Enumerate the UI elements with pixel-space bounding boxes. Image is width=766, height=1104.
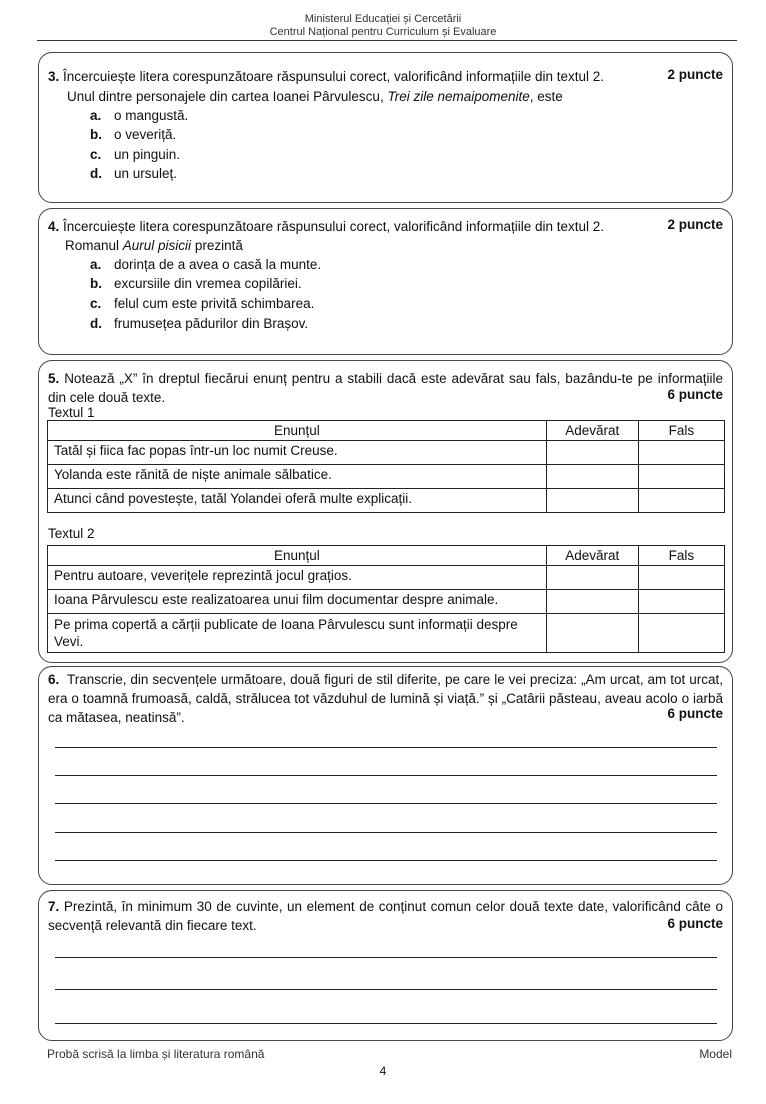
header-ministry: Ministerul Educației și Cercetării: [304, 13, 462, 25]
book-title: Trei zile nemaipomenite: [387, 89, 530, 104]
column-statement: Enunțul: [48, 546, 547, 566]
question-5-number: 5.: [48, 371, 60, 386]
question-4-text: [48, 217, 723, 236]
question-3-option-b[interactable]: [90, 125, 176, 144]
false-answer-cell[interactable]: [638, 489, 724, 513]
book-title: Aurul pisicii: [122, 238, 192, 253]
question-4-points: 2 puncte: [667, 217, 723, 232]
answer-line[interactable]: [55, 803, 717, 804]
header-divider: [37, 40, 737, 41]
option-letter: b.: [90, 276, 102, 291]
question-7-instruction: Prezintă, în minimum 30 de cuvinte, un element de conținut comun celor două texte date, valorificând câte o secvență relevantă din fiecare text.: [48, 899, 723, 933]
question-5-instruction: Notează „X” în dreptul fiecărui enunț pentru a stabili dacă este adevărat sau fals, bazându-te pe informațiile din cele două texte.: [48, 371, 723, 405]
answer-line[interactable]: [55, 860, 717, 861]
table-row: [48, 614, 725, 653]
option-letter: d.: [90, 166, 102, 181]
option-text: felul cum este privită schimbarea.: [114, 296, 315, 311]
answer-line[interactable]: [55, 775, 717, 776]
option-letter: d.: [90, 316, 102, 331]
question-4-number: 4.: [48, 219, 60, 234]
page-number: 4: [379, 1064, 387, 1078]
question-4-box: [38, 208, 733, 355]
question-6-box: [38, 666, 733, 885]
option-text: excursiile din vremea copilăriei.: [114, 276, 302, 291]
false-answer-cell[interactable]: [638, 441, 724, 465]
answer-line[interactable]: [55, 957, 717, 958]
stem-text: Romanul: [65, 238, 123, 253]
option-text: o veveriță.: [114, 127, 177, 142]
table-header-row: [48, 546, 725, 566]
option-letter: a.: [90, 257, 102, 272]
question-3-number: 3.: [48, 69, 60, 84]
question-4-instruction: Încercuiește litera corespunzătoare răspunsului corect, valorificând informațiile din textul 2.: [63, 219, 605, 234]
column-statement: Enunțul: [48, 421, 547, 441]
statement-cell: Tatăl și fiica fac popas într-un loc numit Creuse.: [48, 441, 547, 465]
table-row: [48, 590, 725, 614]
question-3-option-d[interactable]: [90, 164, 177, 183]
true-answer-cell[interactable]: [546, 566, 638, 590]
table-row: [48, 441, 725, 465]
question-7-text: [48, 897, 723, 935]
question-3-instruction: Încercuiește litera corespunzătoare răspunsului corect, valorificând informațiile din textul 2.: [63, 69, 605, 84]
question-5-points: 6 puncte: [667, 387, 723, 402]
statement-cell: Yolanda este rănită de niște animale sălbatice.: [48, 465, 547, 489]
question-4-option-c[interactable]: [90, 294, 314, 313]
table-header-row: [48, 421, 725, 441]
option-letter: c.: [90, 147, 102, 162]
question-4-option-b[interactable]: [90, 274, 302, 293]
question-3-option-a[interactable]: [90, 106, 188, 125]
column-true: Adevărat: [546, 421, 638, 441]
header-center: Centrul Național pentru Curriculum și Evaluare: [269, 26, 497, 38]
option-letter: b.: [90, 127, 102, 142]
true-answer-cell[interactable]: [546, 489, 638, 513]
question-3-option-c[interactable]: [90, 145, 180, 164]
question-3-box: [38, 52, 733, 203]
text1-table: [47, 420, 725, 513]
question-3-points: 2 puncte: [667, 67, 723, 82]
option-text: un ursuleț.: [114, 166, 178, 181]
question-4-option-d[interactable]: [90, 314, 308, 333]
question-5-box: [38, 360, 733, 663]
option-text: frumusețea pădurilor din Brașov.: [114, 316, 309, 331]
question-4-stem: [65, 236, 723, 255]
footer-model: Model: [699, 1047, 732, 1061]
false-answer-cell[interactable]: [638, 566, 724, 590]
text1-label: Textul 1: [48, 405, 95, 420]
question-7-box: [38, 890, 733, 1041]
option-letter: a.: [90, 108, 102, 123]
question-6-points: 6 puncte: [667, 706, 723, 721]
option-letter: c.: [90, 296, 102, 311]
footer-exam-name: Probă scrisă la limba și literatura română: [47, 1047, 265, 1061]
question-6-text: [48, 670, 723, 727]
text2-label: Textul 2: [48, 526, 95, 541]
column-true: Adevărat: [546, 546, 638, 566]
false-answer-cell[interactable]: [638, 590, 724, 614]
statement-cell: Pentru autoare, veverițele reprezintă jocul grațios.: [48, 566, 547, 590]
false-answer-cell[interactable]: [638, 465, 724, 489]
statement-cell: Atunci când povestește, tatăl Yolandei oferă multe explicații.: [48, 489, 547, 513]
table-row: [48, 566, 725, 590]
question-7-points: 6 puncte: [667, 916, 723, 931]
question-6-number: 6.: [48, 672, 60, 687]
stem-text: , este: [529, 89, 563, 104]
column-false: Fals: [638, 421, 724, 441]
statement-cell: Pe prima copertă a cărții publicate de Ioana Pârvulescu sunt informații despre Vevi.: [48, 614, 547, 653]
table-row: [48, 465, 725, 489]
true-answer-cell[interactable]: [546, 441, 638, 465]
answer-line[interactable]: [55, 1023, 717, 1024]
false-answer-cell[interactable]: [638, 614, 724, 653]
option-text: dorința de a avea o casă la munte.: [114, 257, 322, 272]
text2-table: [47, 545, 725, 653]
true-answer-cell[interactable]: [546, 590, 638, 614]
question-7-number: 7.: [48, 899, 60, 914]
true-answer-cell[interactable]: [546, 465, 638, 489]
option-text: un pinguin.: [114, 147, 181, 162]
answer-line[interactable]: [55, 747, 717, 748]
question-5-text: [48, 369, 723, 407]
answer-line[interactable]: [55, 989, 717, 990]
stem-text: prezintă: [191, 238, 243, 253]
statement-cell: Ioana Pârvulescu este realizatoarea unui film documentar despre animale.: [48, 590, 547, 614]
question-4-option-a[interactable]: [90, 255, 321, 274]
table-row: [48, 489, 725, 513]
stem-text: Unul dintre personajele din cartea Ioanei Pârvulescu,: [67, 89, 388, 104]
question-3-text: [48, 67, 723, 86]
option-text: o mangustă.: [114, 108, 189, 123]
answer-line[interactable]: [55, 832, 717, 833]
question-3-stem: [67, 87, 723, 106]
question-6-instruction: Transcrie, din secvențele următoare, două figuri de stil diferite, pe care le vei preciza: „Am urcat, am tot urcat, era o toamnă frumoasă, caldă, strălucea tot văzduhul de lumină și viață.” și „Catârii păsteau, aveau acolo o iarbă ca mătasea, neatinsă”.: [48, 672, 723, 725]
true-answer-cell[interactable]: [546, 614, 638, 653]
column-false: Fals: [638, 546, 724, 566]
